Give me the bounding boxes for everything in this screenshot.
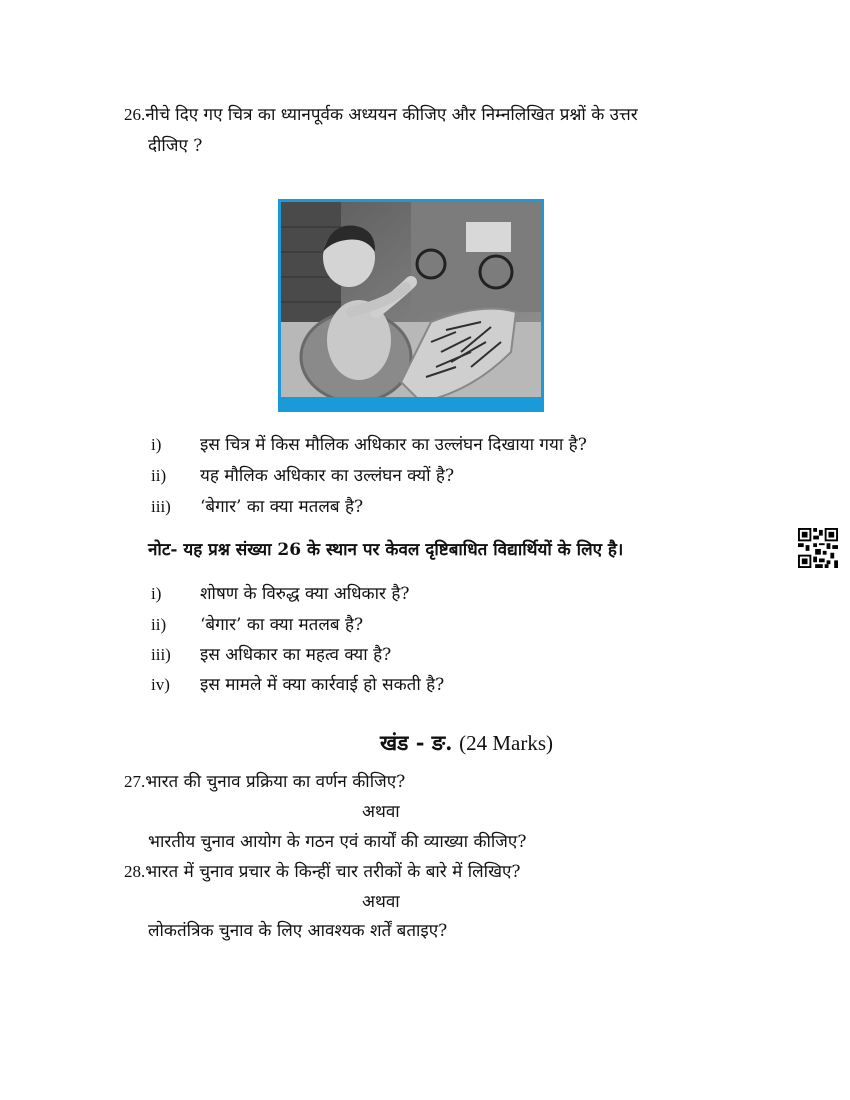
- subquestion-number: ii): [151, 466, 167, 485]
- question-number: 26.: [124, 105, 146, 124]
- question-28-alternative: लोकतंत्रिक चुनाव के लिए आवश्यक शर्तें बताइए?: [148, 921, 448, 941]
- question-text: नीचे दिए गए चित्र का ध्यानपूर्वक अध्ययन कीजिए और निम्नलिखित प्रश्नों के उत्तर: [145, 105, 638, 125]
- photo-illustration: [281, 202, 541, 409]
- subquestion-text: यह मौलिक अधिकार का उल्लंघन क्यों है?: [200, 466, 455, 486]
- child-labour-photo: [278, 199, 544, 412]
- question-27-alternative: भारतीय चुनाव आयोग के गठन एवं कार्यों की व्याख्या कीजिए?: [148, 832, 527, 852]
- subquestion-26-2: [151, 465, 166, 487]
- alt-subquestion-4: [151, 674, 170, 696]
- or-separator: अथवा: [362, 892, 400, 912]
- visually-impaired-note: नोट- यह प्रश्न संख्या 26 के स्थान पर केवल दृष्टिबाधित विद्यार्थियों के लिए है।: [148, 540, 624, 560]
- subquestion-text: इस मामले में क्या कार्रवाई हो सकती है?: [200, 675, 445, 695]
- subquestion-text: इस अधिकार का महत्व क्या है?: [200, 645, 392, 665]
- question-number: 27.: [124, 772, 146, 791]
- subquestion-text: शोषण के विरुद्ध क्या अधिकार है?: [200, 584, 410, 604]
- subquestion-number: iii): [151, 645, 171, 664]
- question-26-continued: दीजिए ?: [148, 136, 203, 156]
- question-27: [124, 771, 405, 793]
- question-26: [124, 104, 638, 126]
- subquestion-number: i): [151, 435, 162, 454]
- question-number: 28.: [124, 862, 146, 881]
- subquestion-number: iii): [151, 497, 171, 516]
- question-text: भारत की चुनाव प्रक्रिया का वर्णन कीजिए?: [145, 772, 406, 792]
- subquestion-26-3: [151, 496, 171, 518]
- alt-subquestion-1: [151, 583, 161, 605]
- section-marks: (24 Marks): [459, 731, 554, 755]
- or-separator: अथवा: [362, 802, 400, 822]
- section-title: खंड - ङ.: [380, 730, 453, 755]
- alt-subquestion-2: [151, 614, 166, 636]
- question-text: भारत में चुनाव प्रचार के किन्हीं चार तरीकों के बारे में लिखिए?: [145, 862, 521, 882]
- subquestion-text: ‘बेगार’ का क्या मतलब है?: [200, 497, 364, 517]
- alt-subquestion-3: [151, 644, 171, 666]
- subquestion-number: iv): [151, 675, 170, 694]
- subquestion-text: इस चित्र में किस मौलिक अधिकार का उल्लंघन दिखाया गया है?: [200, 435, 587, 455]
- section-heading: [380, 730, 553, 756]
- subquestion-text: ‘बेगार’ का क्या मतलब है?: [200, 615, 364, 635]
- qr-code-icon: [798, 528, 838, 568]
- subquestion-number: i): [151, 584, 162, 603]
- subquestion-26-1: [151, 434, 161, 456]
- subquestion-number: ii): [151, 615, 167, 634]
- question-28: [124, 861, 521, 883]
